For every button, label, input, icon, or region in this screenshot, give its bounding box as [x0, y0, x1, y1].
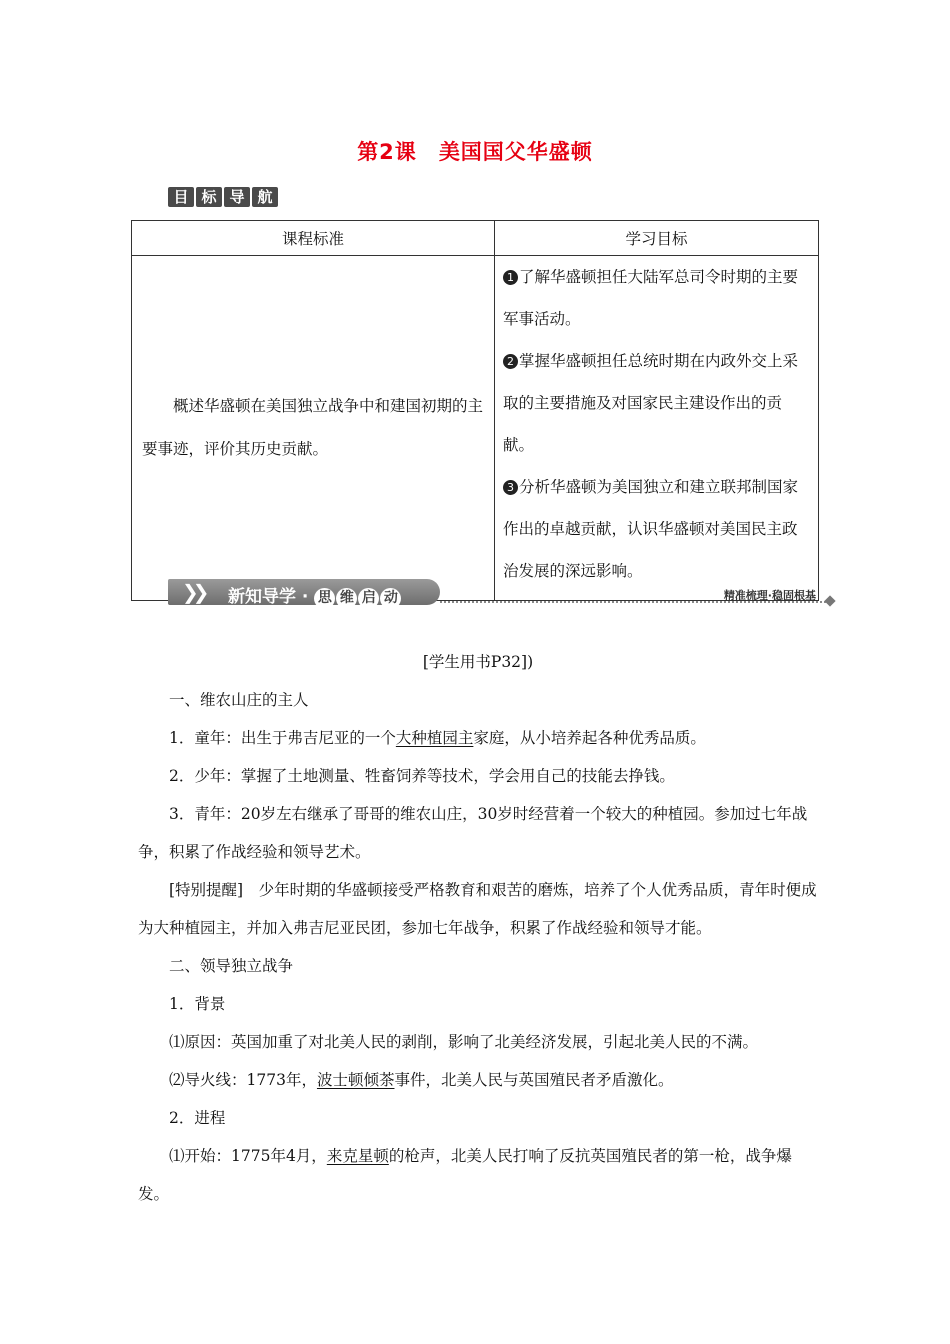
- curriculum-standard-cell: [132, 256, 495, 601]
- paragraph: 2．进程: [169, 1109, 226, 1127]
- number-3-icon: 3: [503, 480, 518, 495]
- key-term: 来克星顿: [326, 1147, 389, 1165]
- main-content: [138, 643, 818, 1213]
- paragraph: ⑴原因：英国加重了对北美人民的剥削，影响了北美经济发展，引起北美人民的不满。: [169, 1033, 759, 1051]
- paragraph: 1．童年：出生于弗吉尼亚的一个大种植园主家庭，从小培养起各种优秀品质。: [169, 729, 706, 747]
- paragraph: 2．少年：掌握了土地测量、牲畜饲养等技术，学会用自己的技能去挣钱。: [169, 767, 675, 785]
- badge-char: 标: [196, 187, 222, 207]
- special-tip: [特别提醒] 少年时期的华盛顿接受严格教育和艰苦的磨炼，培养了个人优秀品质，青年时便成为大种植园主，并加入弗吉尼亚民团，参加七年战争，积累了作战经验和领导才能。: [138, 881, 817, 937]
- book-reference: [学生用书P32]): [422, 653, 534, 671]
- curriculum-standard-text: 概述华盛顿在美国独立战争中和建国初期的主要事迹，评价其历史贡献。: [142, 397, 484, 458]
- objective-item: [503, 466, 808, 592]
- section-banner: [168, 577, 840, 611]
- objective-text: 了解华盛顿担任大陆军总司令时期的主要军事活动。: [503, 268, 799, 328]
- header-objectives: 学习目标: [495, 221, 819, 256]
- key-term: 波士顿倾茶: [316, 1071, 395, 1089]
- paragraph: ⑴开始：1775年4月，来克星顿的枪声，北美人民打响了反抗英国殖民者的第一枪，战争爆发。: [138, 1147, 792, 1203]
- page-title: [0, 136, 950, 166]
- objective-text: 分析华盛顿为美国独立和建立联邦制国家作出的卓越贡献，认识华盛顿对美国民主政治发展的深远影响。: [503, 478, 799, 580]
- double-chevron-right-icon: ❯❯: [182, 580, 204, 604]
- paragraph: ⑵导火线：1773年，波士顿倾茶事件，北美人民与英国殖民者矛盾激化。: [169, 1071, 674, 1089]
- objective-text: 掌握华盛顿担任总统时期在内政外交上采取的主要措施及对国家民主建设作出的贡献。: [503, 352, 799, 454]
- number-2-icon: 2: [503, 354, 518, 369]
- table-row: [132, 256, 819, 601]
- objective-item: [503, 256, 808, 340]
- badge-char: 导: [224, 187, 250, 207]
- table-header-row: [132, 221, 819, 256]
- goals-table: [131, 220, 819, 601]
- objective-item: [503, 340, 808, 466]
- section-heading: 一、维农山庄的主人: [169, 691, 309, 709]
- key-term: 大种植园主: [395, 729, 474, 747]
- section-badge-goals: [168, 187, 278, 207]
- section-heading: 二、领导独立战争: [169, 957, 294, 975]
- lesson-title: 美国国父华盛顿: [438, 140, 593, 164]
- badge-char: 航: [252, 187, 278, 207]
- diamond-icon: [824, 595, 835, 606]
- number-1-icon: 1: [503, 270, 518, 285]
- paragraph: 3．青年：20岁左右继承了哥哥的维农山庄，30岁时经营着一个较大的种植园。参加过七年战争，积累了作战经验和领导艺术。: [138, 805, 808, 861]
- banner-label: 新知导学 · 思 维 启 动: [228, 582, 402, 609]
- banner-subtitle: 精准梳理·稳固根基: [723, 589, 816, 602]
- lesson-number: 第2课: [357, 140, 417, 164]
- header-standard: 课程标准: [132, 221, 495, 256]
- badge-char: 目: [168, 187, 194, 207]
- objectives-cell: [495, 256, 819, 601]
- paragraph: 1．背景: [169, 995, 226, 1013]
